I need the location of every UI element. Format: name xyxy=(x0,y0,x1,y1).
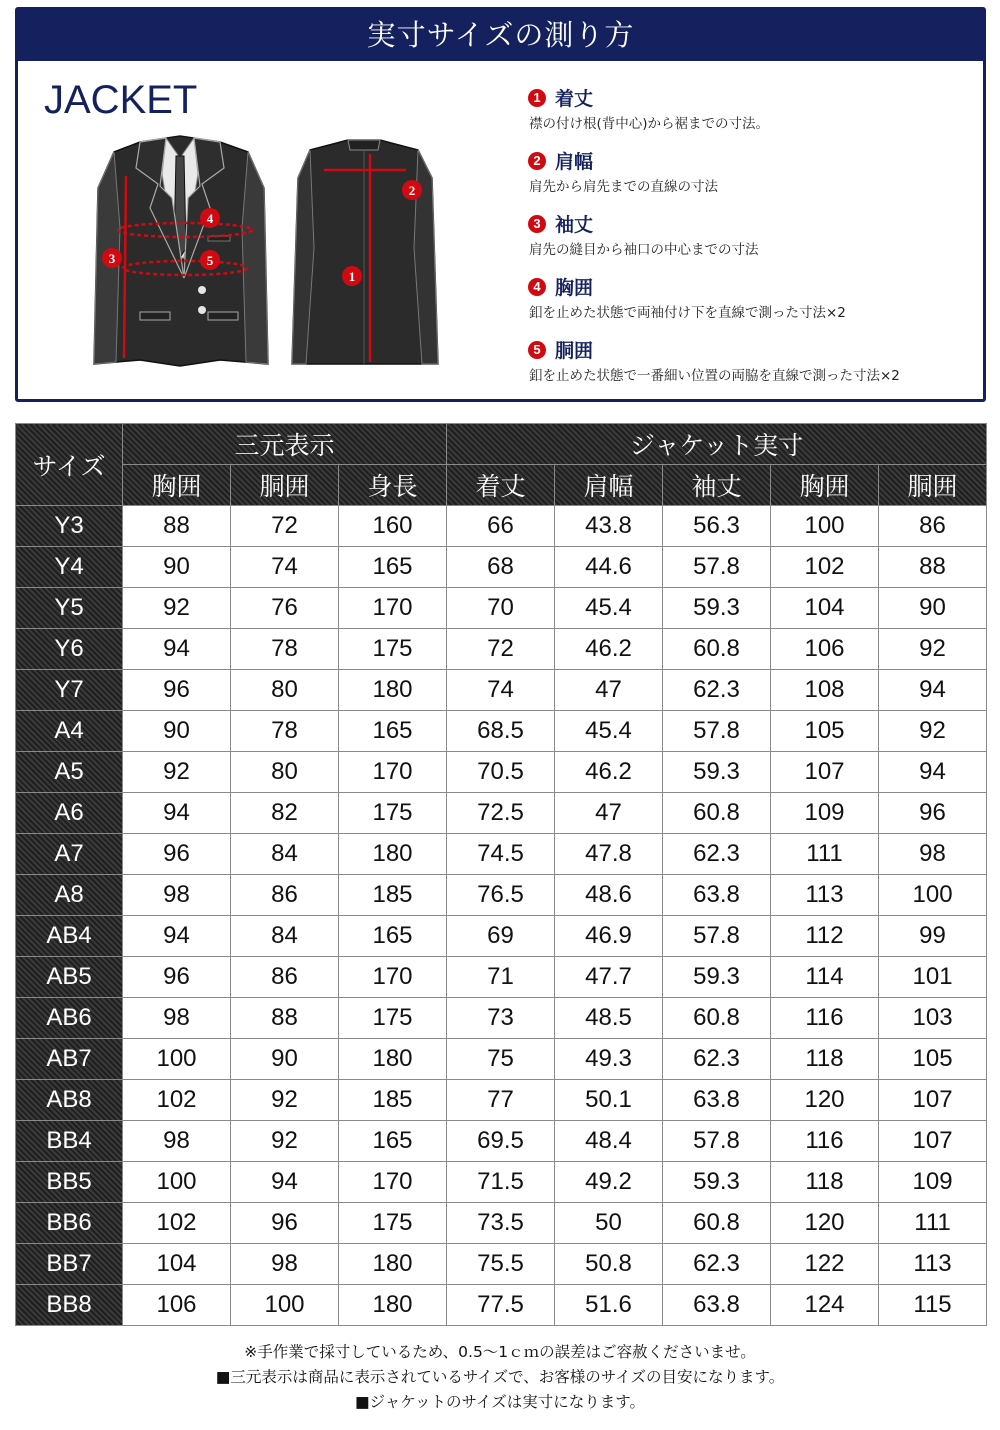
column-header: 身長 xyxy=(339,465,447,506)
table-row xyxy=(16,752,987,793)
measurement-cell: 99 xyxy=(879,916,987,957)
measurement-cell: 104 xyxy=(771,588,879,629)
measurement-cell: 116 xyxy=(771,1121,879,1162)
guide-title: 実寸サイズの測り方 xyxy=(18,10,983,61)
note-line: ■ジャケットのサイズは実寸になります。 xyxy=(354,1393,646,1411)
measurement-cell: 113 xyxy=(879,1244,987,1285)
measurement-cell: 180 xyxy=(339,834,447,875)
measurement-cell: 98 xyxy=(231,1244,339,1285)
measurement-cell: 45.4 xyxy=(555,588,663,629)
measurement-cell: 88 xyxy=(123,506,231,547)
measurement-cell: 109 xyxy=(879,1162,987,1203)
column-header: 着丈 xyxy=(447,465,555,506)
measurement-cell: 72.5 xyxy=(447,793,555,834)
measurement-cell: 46.9 xyxy=(555,916,663,957)
measurement-cell: 90 xyxy=(231,1039,339,1080)
legend-description: 肩先の縫目から袖口の中心までの寸法 xyxy=(529,242,759,258)
table-row xyxy=(16,998,987,1039)
measurement-cell: 98 xyxy=(123,1121,231,1162)
measurement-cell: 77.5 xyxy=(447,1285,555,1326)
legend-name: 袖丈 xyxy=(555,214,594,236)
measurement-cell: 94 xyxy=(123,916,231,957)
measurement-cell: 101 xyxy=(879,957,987,998)
measurement-cell: 86 xyxy=(231,957,339,998)
measurement-cell: 175 xyxy=(339,629,447,670)
measurement-cell: 180 xyxy=(339,1285,447,1326)
table-row xyxy=(16,957,987,998)
marker-5-label: 5 xyxy=(206,253,214,268)
measurement-cell: 80 xyxy=(231,670,339,711)
measurement-cell: 160 xyxy=(339,506,447,547)
legend-name: 肩幅 xyxy=(555,151,594,173)
size-cell: AB4 xyxy=(16,916,123,957)
measurement-cell: 106 xyxy=(123,1285,231,1326)
measurement-cell: 100 xyxy=(123,1039,231,1080)
measurement-cell: 107 xyxy=(879,1080,987,1121)
measurement-cell: 48.6 xyxy=(555,875,663,916)
measurement-cell: 165 xyxy=(339,547,447,588)
measurement-cell: 94 xyxy=(123,629,231,670)
size-cell: AB5 xyxy=(16,957,123,998)
jacket-front-illustration xyxy=(80,128,280,368)
measurement-cell: 96 xyxy=(123,670,231,711)
size-cell: BB8 xyxy=(16,1285,123,1326)
measurement-cell: 47 xyxy=(555,670,663,711)
measurement-cell: 103 xyxy=(879,998,987,1039)
measurement-cell: 77 xyxy=(447,1080,555,1121)
measurement-legend xyxy=(528,84,968,399)
measurement-cell: 51.6 xyxy=(555,1285,663,1326)
number-badge-icon: 5 xyxy=(528,341,546,359)
measurement-cell: 175 xyxy=(339,1203,447,1244)
size-cell: A6 xyxy=(16,793,123,834)
measurement-cell: 62.3 xyxy=(663,670,771,711)
number-badge-icon: 1 xyxy=(528,89,546,107)
measurement-cell: 108 xyxy=(771,670,879,711)
size-cell: BB6 xyxy=(16,1203,123,1244)
measurement-cell: 92 xyxy=(231,1080,339,1121)
measurement-cell: 62.3 xyxy=(663,1039,771,1080)
measurement-cell: 100 xyxy=(879,875,987,916)
measurement-cell: 94 xyxy=(123,793,231,834)
measurement-cell: 90 xyxy=(123,711,231,752)
measurement-cell: 111 xyxy=(771,834,879,875)
measurement-cell: 69.5 xyxy=(447,1121,555,1162)
size-cell: BB7 xyxy=(16,1244,123,1285)
table-row xyxy=(16,1162,987,1203)
measurement-cell: 102 xyxy=(771,547,879,588)
measurement-cell: 66 xyxy=(447,506,555,547)
number-badge-icon: 2 xyxy=(528,152,546,170)
measurement-cell: 170 xyxy=(339,588,447,629)
measurement-cell: 96 xyxy=(231,1203,339,1244)
measurement-cell: 73 xyxy=(447,998,555,1039)
note-line: ※手作業で採寸しているため、0.5〜1ｃｍの誤差はご容赦くださいませ。 xyxy=(244,1343,756,1361)
measurement-cell: 60.8 xyxy=(663,629,771,670)
measurement-cell: 118 xyxy=(771,1162,879,1203)
measurement-cell: 76 xyxy=(231,588,339,629)
measurement-cell: 49.3 xyxy=(555,1039,663,1080)
measurement-cell: 72 xyxy=(231,506,339,547)
measurement-cell: 49.2 xyxy=(555,1162,663,1203)
size-cell: A7 xyxy=(16,834,123,875)
measurement-cell: 46.2 xyxy=(555,752,663,793)
table-row xyxy=(16,875,987,916)
measurement-cell: 170 xyxy=(339,1162,447,1203)
number-badge-icon: 4 xyxy=(528,278,546,296)
size-cell: A5 xyxy=(16,752,123,793)
measurement-cell: 59.3 xyxy=(663,957,771,998)
marker-3-label: 3 xyxy=(108,251,116,266)
size-cell: BB5 xyxy=(16,1162,123,1203)
measurement-cell: 113 xyxy=(771,875,879,916)
measurement-cell: 165 xyxy=(339,711,447,752)
measurement-cell: 59.3 xyxy=(663,1162,771,1203)
column-header: 胴囲 xyxy=(879,465,987,506)
measurement-cell: 69 xyxy=(447,916,555,957)
column-header: 袖丈 xyxy=(663,465,771,506)
legend-item xyxy=(528,336,968,399)
legend-description: 釦を止めた状態で両袖付け下を直線で測った寸法×2 xyxy=(529,305,846,321)
table-row xyxy=(16,547,987,588)
measurement-cell: 98 xyxy=(123,875,231,916)
measurement-cell: 47 xyxy=(555,793,663,834)
measurement-cell: 111 xyxy=(879,1203,987,1244)
measurement-cell: 114 xyxy=(771,957,879,998)
measurement-cell: 44.6 xyxy=(555,547,663,588)
table-row xyxy=(16,1039,987,1080)
measurement-cell: 74 xyxy=(447,670,555,711)
size-header: サイズ xyxy=(16,424,123,506)
measurement-cell: 86 xyxy=(879,506,987,547)
measurement-cell: 98 xyxy=(879,834,987,875)
measurement-cell: 63.8 xyxy=(663,875,771,916)
measurement-cell: 120 xyxy=(771,1080,879,1121)
legend-name: 着丈 xyxy=(555,88,594,110)
measurement-cell: 107 xyxy=(879,1121,987,1162)
measurement-cell: 90 xyxy=(123,547,231,588)
measurement-cell: 59.3 xyxy=(663,588,771,629)
measurement-cell: 43.8 xyxy=(555,506,663,547)
column-header: 胴囲 xyxy=(231,465,339,506)
measurement-cell: 90 xyxy=(879,588,987,629)
measurement-cell: 100 xyxy=(123,1162,231,1203)
size-table xyxy=(15,423,987,1326)
measurement-cell: 48.4 xyxy=(555,1121,663,1162)
jacket-label: JACKET xyxy=(44,78,198,122)
measurement-cell: 115 xyxy=(879,1285,987,1326)
measurement-cell: 94 xyxy=(231,1162,339,1203)
measurement-cell: 165 xyxy=(339,916,447,957)
measurement-cell: 62.3 xyxy=(663,1244,771,1285)
legend-description: 肩先から肩先までの直線の寸法 xyxy=(529,179,718,195)
measurement-cell: 118 xyxy=(771,1039,879,1080)
measurement-cell: 96 xyxy=(123,957,231,998)
size-cell: Y6 xyxy=(16,629,123,670)
measurement-cell: 92 xyxy=(231,1121,339,1162)
measurement-cell: 47.7 xyxy=(555,957,663,998)
table-row xyxy=(16,629,987,670)
measurement-cell: 102 xyxy=(123,1080,231,1121)
measurement-cell: 68 xyxy=(447,547,555,588)
measurement-cell: 165 xyxy=(339,1121,447,1162)
measurement-cell: 76.5 xyxy=(447,875,555,916)
table-row xyxy=(16,588,987,629)
measurement-cell: 100 xyxy=(231,1285,339,1326)
size-cell: Y5 xyxy=(16,588,123,629)
size-cell: AB6 xyxy=(16,998,123,1039)
measurement-cell: 68.5 xyxy=(447,711,555,752)
measurement-cell: 105 xyxy=(879,1039,987,1080)
group-header-label-size: 三元表示 xyxy=(123,424,447,465)
measurement-cell: 60.8 xyxy=(663,998,771,1039)
size-cell: AB8 xyxy=(16,1080,123,1121)
measurement-cell: 185 xyxy=(339,1080,447,1121)
measurement-cell: 116 xyxy=(771,998,879,1039)
measurement-cell: 60.8 xyxy=(663,793,771,834)
measurement-cell: 96 xyxy=(879,793,987,834)
size-cell: A4 xyxy=(16,711,123,752)
measurement-cell: 73.5 xyxy=(447,1203,555,1244)
measurement-cell: 86 xyxy=(231,875,339,916)
measurement-cell: 75 xyxy=(447,1039,555,1080)
measurement-cell: 47.8 xyxy=(555,834,663,875)
legend-description: 釦を止めた状態で一番細い位置の両脇を直線で測った寸法×2 xyxy=(529,368,900,384)
measurement-cell: 170 xyxy=(339,752,447,793)
measurement-cell: 70 xyxy=(447,588,555,629)
measurement-cell: 92 xyxy=(879,711,987,752)
legend-description: 襟の付け根(背中心)から裾までの寸法。 xyxy=(529,116,770,132)
table-row xyxy=(16,711,987,752)
jacket-back-illustration xyxy=(280,128,450,368)
legend-item xyxy=(528,84,968,147)
measurement-cell: 104 xyxy=(123,1244,231,1285)
size-cell: Y7 xyxy=(16,670,123,711)
table-row xyxy=(16,916,987,957)
column-header: 胸囲 xyxy=(771,465,879,506)
measurement-cell: 94 xyxy=(879,752,987,793)
measurement-cell: 107 xyxy=(771,752,879,793)
table-row xyxy=(16,793,987,834)
measurement-cell: 92 xyxy=(123,588,231,629)
measurement-cell: 106 xyxy=(771,629,879,670)
measurement-cell: 59.3 xyxy=(663,752,771,793)
table-row xyxy=(16,834,987,875)
measurement-cell: 84 xyxy=(231,916,339,957)
measurement-cell: 57.8 xyxy=(663,916,771,957)
measurement-cell: 57.8 xyxy=(663,1121,771,1162)
measurement-cell: 88 xyxy=(231,998,339,1039)
measurement-cell: 50.1 xyxy=(555,1080,663,1121)
measurement-cell: 180 xyxy=(339,1039,447,1080)
measurement-cell: 102 xyxy=(123,1203,231,1244)
measurement-cell: 175 xyxy=(339,793,447,834)
measurement-cell: 170 xyxy=(339,957,447,998)
measurement-cell: 180 xyxy=(339,670,447,711)
notes xyxy=(0,1340,1000,1415)
marker-2-label: 2 xyxy=(408,183,416,198)
table-row xyxy=(16,506,987,547)
measurement-cell: 105 xyxy=(771,711,879,752)
measurement-cell: 60.8 xyxy=(663,1203,771,1244)
measurement-cell: 62.3 xyxy=(663,834,771,875)
measurement-cell: 78 xyxy=(231,629,339,670)
table-row xyxy=(16,1285,987,1326)
measurement-cell: 175 xyxy=(339,998,447,1039)
measurement-cell: 72 xyxy=(447,629,555,670)
measurement-cell: 74.5 xyxy=(447,834,555,875)
legend-name: 胸囲 xyxy=(555,277,594,299)
size-cell: A8 xyxy=(16,875,123,916)
measurement-cell: 45.4 xyxy=(555,711,663,752)
size-cell: BB4 xyxy=(16,1121,123,1162)
table-row xyxy=(16,1203,987,1244)
measurement-cell: 63.8 xyxy=(663,1080,771,1121)
marker-4-label: 4 xyxy=(206,211,214,226)
table-row xyxy=(16,1080,987,1121)
measurement-cell: 71 xyxy=(447,957,555,998)
legend-name: 胴囲 xyxy=(555,340,594,362)
measurement-cell: 88 xyxy=(879,547,987,588)
measurement-cell: 92 xyxy=(123,752,231,793)
measurement-cell: 75.5 xyxy=(447,1244,555,1285)
measurement-cell: 120 xyxy=(771,1203,879,1244)
measurement-cell: 180 xyxy=(339,1244,447,1285)
size-cell: AB7 xyxy=(16,1039,123,1080)
table-row xyxy=(16,670,987,711)
measurement-cell: 100 xyxy=(771,506,879,547)
marker-1-label: 1 xyxy=(348,269,356,284)
column-header: 肩幅 xyxy=(555,465,663,506)
measurement-cell: 112 xyxy=(771,916,879,957)
measurement-cell: 50.8 xyxy=(555,1244,663,1285)
measurement-cell: 57.8 xyxy=(663,711,771,752)
column-header: 胸囲 xyxy=(123,465,231,506)
measurement-cell: 57.8 xyxy=(663,547,771,588)
size-cell: Y4 xyxy=(16,547,123,588)
table-row xyxy=(16,1121,987,1162)
size-table-body xyxy=(16,506,987,1326)
group-header-jacket-actual: ジャケット実寸 xyxy=(447,424,987,465)
measurement-cell: 96 xyxy=(123,834,231,875)
size-cell: Y3 xyxy=(16,506,123,547)
measurement-cell: 70.5 xyxy=(447,752,555,793)
measurement-cell: 78 xyxy=(231,711,339,752)
measurement-cell: 122 xyxy=(771,1244,879,1285)
measurement-cell: 124 xyxy=(771,1285,879,1326)
measurement-cell: 84 xyxy=(231,834,339,875)
measurement-cell: 92 xyxy=(879,629,987,670)
measurement-cell: 109 xyxy=(771,793,879,834)
measurement-cell: 63.8 xyxy=(663,1285,771,1326)
legend-item xyxy=(528,147,968,210)
measurement-cell: 71.5 xyxy=(447,1162,555,1203)
number-badge-icon: 3 xyxy=(528,215,546,233)
note-line: ■三元表示は商品に表示されているサイズで、お客様のサイズの目安になります。 xyxy=(215,1368,785,1386)
measurement-cell: 94 xyxy=(879,670,987,711)
measurement-cell: 56.3 xyxy=(663,506,771,547)
measurement-cell: 80 xyxy=(231,752,339,793)
measurement-cell: 82 xyxy=(231,793,339,834)
legend-item xyxy=(528,273,968,336)
table-row xyxy=(16,1244,987,1285)
measurement-cell: 185 xyxy=(339,875,447,916)
measurement-cell: 46.2 xyxy=(555,629,663,670)
measurement-cell: 50 xyxy=(555,1203,663,1244)
measurement-cell: 74 xyxy=(231,547,339,588)
legend-item xyxy=(528,210,968,273)
measurement-cell: 98 xyxy=(123,998,231,1039)
measurement-guide xyxy=(15,7,986,402)
measurement-cell: 48.5 xyxy=(555,998,663,1039)
